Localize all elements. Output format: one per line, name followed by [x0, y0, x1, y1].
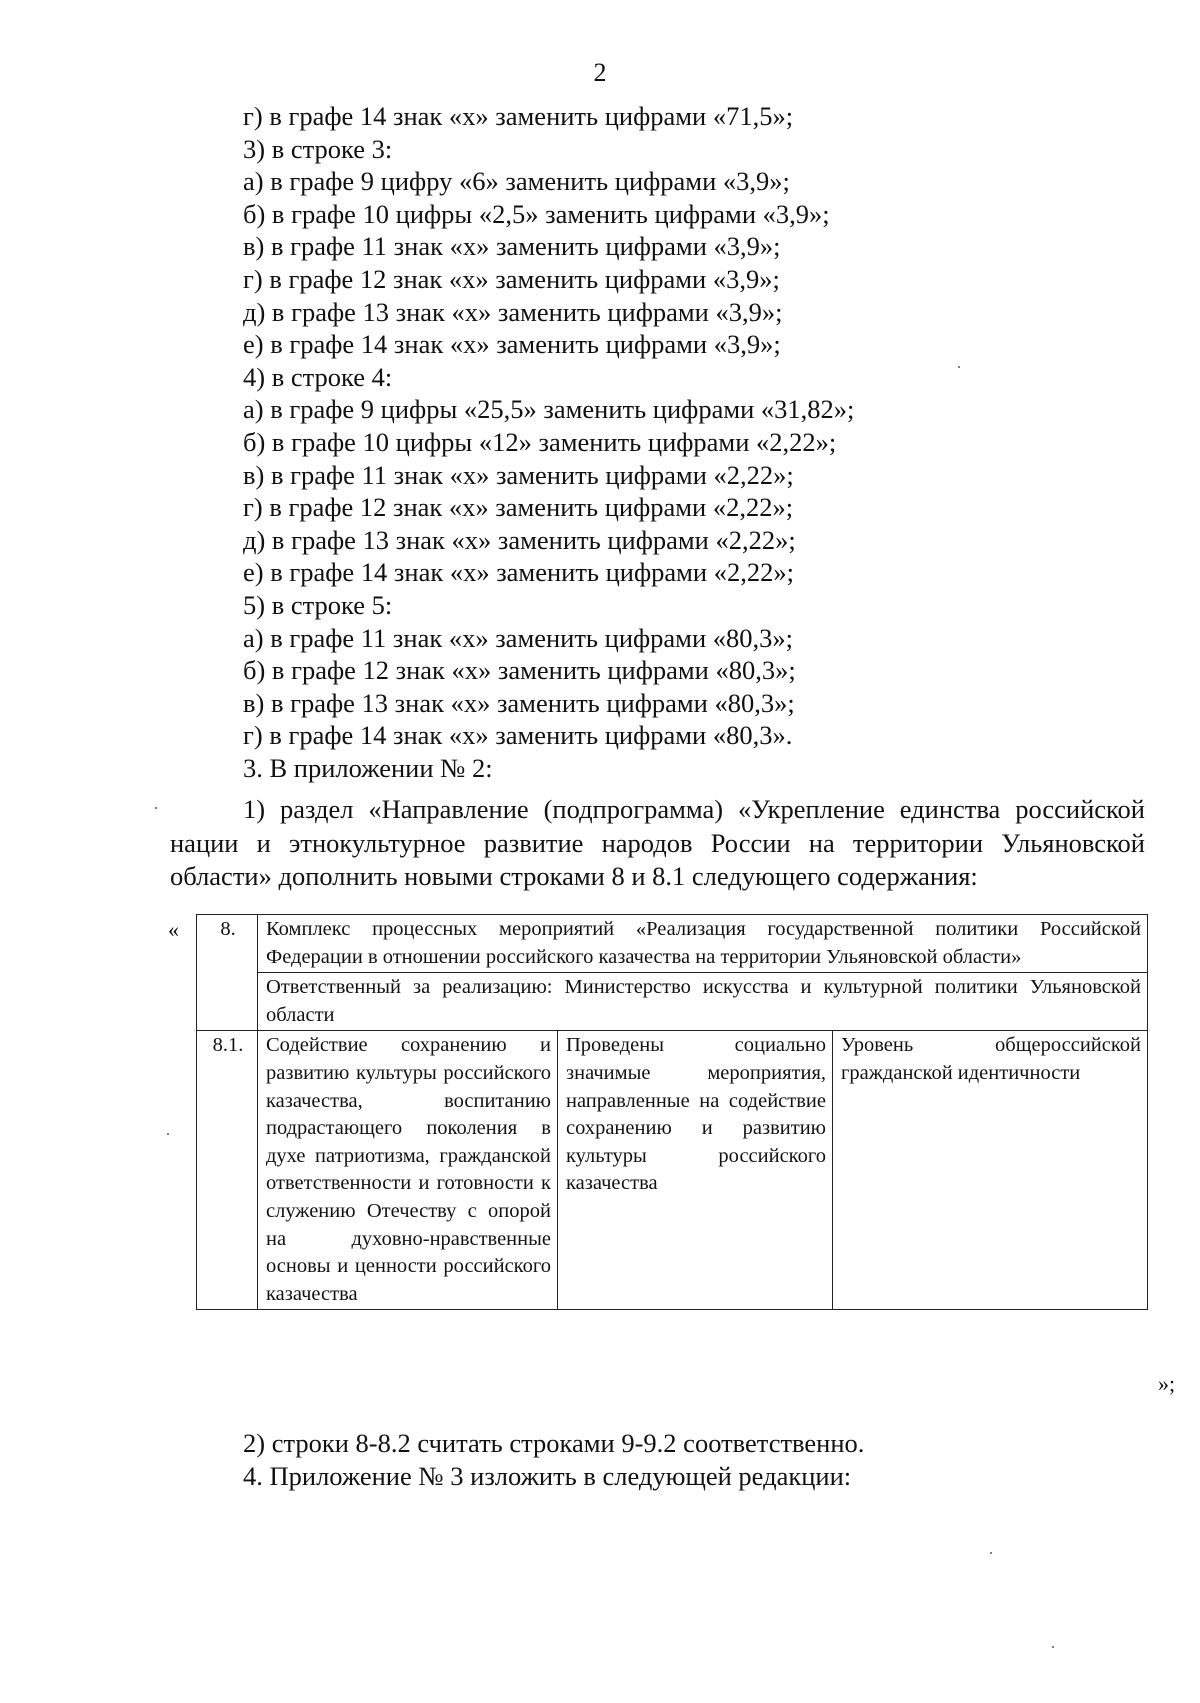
section-paragraph: 1) раздел «Направление (подпрограмма) «Укрепление единства российской нации и этнокультурное развитие народов России на территории Ульяновской области» дополнить новыми строками 8 и 8.1 следующего содержания:: [170, 794, 1145, 891]
amendment-line: 4. Приложение № 3 изложить в следующей редакции:: [243, 1461, 852, 1491]
amendment-line: г) в графе 12 знак «х» заменить цифрами «2,22»;: [243, 492, 794, 523]
task-cell: Содействие сохранению и развитию культуры российского казачества, воспитанию подрастающего поколения в духе патриотизма, гражданской ответственности и готовности к служению Отечеству с опорой на духовно-нравственные основы и ценности российского казачества: [258, 1031, 558, 1310]
scan-speck: [167, 1133, 169, 1135]
amendment-line: а) в графе 11 знак «х» заменить цифрами «80,3»;: [243, 622, 793, 653]
amendment-line: д) в графе 13 знак «х» заменить цифрами «3,9»;: [243, 296, 783, 327]
page-number: 2: [593, 58, 607, 87]
table-row: [197, 1031, 1148, 1310]
amendment-line: 3) в строке 3:: [243, 133, 393, 164]
row-number: 8.1.: [197, 1031, 258, 1310]
amendment-line: в) в графе 11 знак «х» заменить цифрами «3,9»;: [243, 231, 781, 262]
amendment-line: е) в графе 14 знак «х» заменить цифрами «2,22»;: [243, 557, 794, 588]
amendment-line: а) в графе 9 цифру «6» заменить цифрами «3,9»;: [243, 166, 790, 197]
amendment-line: в) в графе 13 знак «х» заменить цифрами «80,3»;: [243, 687, 795, 718]
amendment-line: в) в графе 11 знак «х» заменить цифрами «2,22»;: [243, 459, 794, 490]
amendment-line: б) в графе 10 цифры «2,5» заменить цифрами «3,9»;: [243, 198, 830, 229]
scan-speck: [155, 807, 157, 809]
amendment-line: д) в графе 13 знак «х» заменить цифрами «2,22»;: [243, 524, 796, 555]
amendment-line: 3. В приложении № 2:: [243, 752, 493, 783]
table-row: [197, 973, 1148, 1031]
indicator-cell: Уровень общероссийской гражданской идентичности: [833, 1031, 1148, 1310]
table-row: [197, 915, 1148, 973]
amendment-line: 4) в строке 4:: [243, 361, 393, 392]
row-number-empty: [197, 973, 258, 1031]
row-number: 8.: [197, 915, 258, 973]
table-close-quote: »;: [1158, 1371, 1176, 1396]
closing-lines: [243, 1427, 864, 1493]
scan-speck: [1052, 1646, 1054, 1648]
inserted-rows-table: [196, 914, 1148, 1310]
amendment-line: 2) строки 8-8.2 считать строками 9-9.2 соответственно.: [243, 1428, 865, 1458]
table-open-quote: «: [168, 917, 179, 942]
amendment-line: б) в графе 12 знак «х» заменить цифрами «80,3»;: [243, 655, 796, 686]
amendment-line: е) в графе 14 знак «х» заменить цифрами «3,9»;: [243, 329, 781, 360]
amendment-line: б) в графе 10 цифры «12» заменить цифрами «2,22»;: [243, 426, 837, 457]
amendment-line: а) в графе 9 цифры «25,5» заменить цифрами «31,82»;: [243, 394, 855, 425]
amendment-line: 5) в строке 5:: [243, 589, 393, 620]
amendment-line: г) в графе 14 знак «х» заменить цифрами «71,5»;: [243, 101, 794, 131]
amendment-line: г) в графе 14 знак «х» заменить цифрами «80,3».: [243, 720, 793, 751]
scan-speck: [958, 366, 960, 368]
row-responsible: Ответственный за реализацию: Министерство искусства и культурной политики Ульяновской области: [258, 973, 1148, 1031]
result-cell: Проведены социально значимые мероприятия, направленные на содействие сохранению и развитию культуры российского казачества: [558, 1031, 833, 1310]
scan-speck: [990, 1552, 992, 1554]
amendment-list: [243, 100, 1143, 784]
row-title: Комплекс процессных мероприятий «Реализация государственной политики Российской Федерации в отношении российского казачества на территории Ульяновской области»: [258, 915, 1148, 973]
amendment-line: г) в графе 12 знак «х» заменить цифрами «3,9»;: [243, 263, 780, 294]
